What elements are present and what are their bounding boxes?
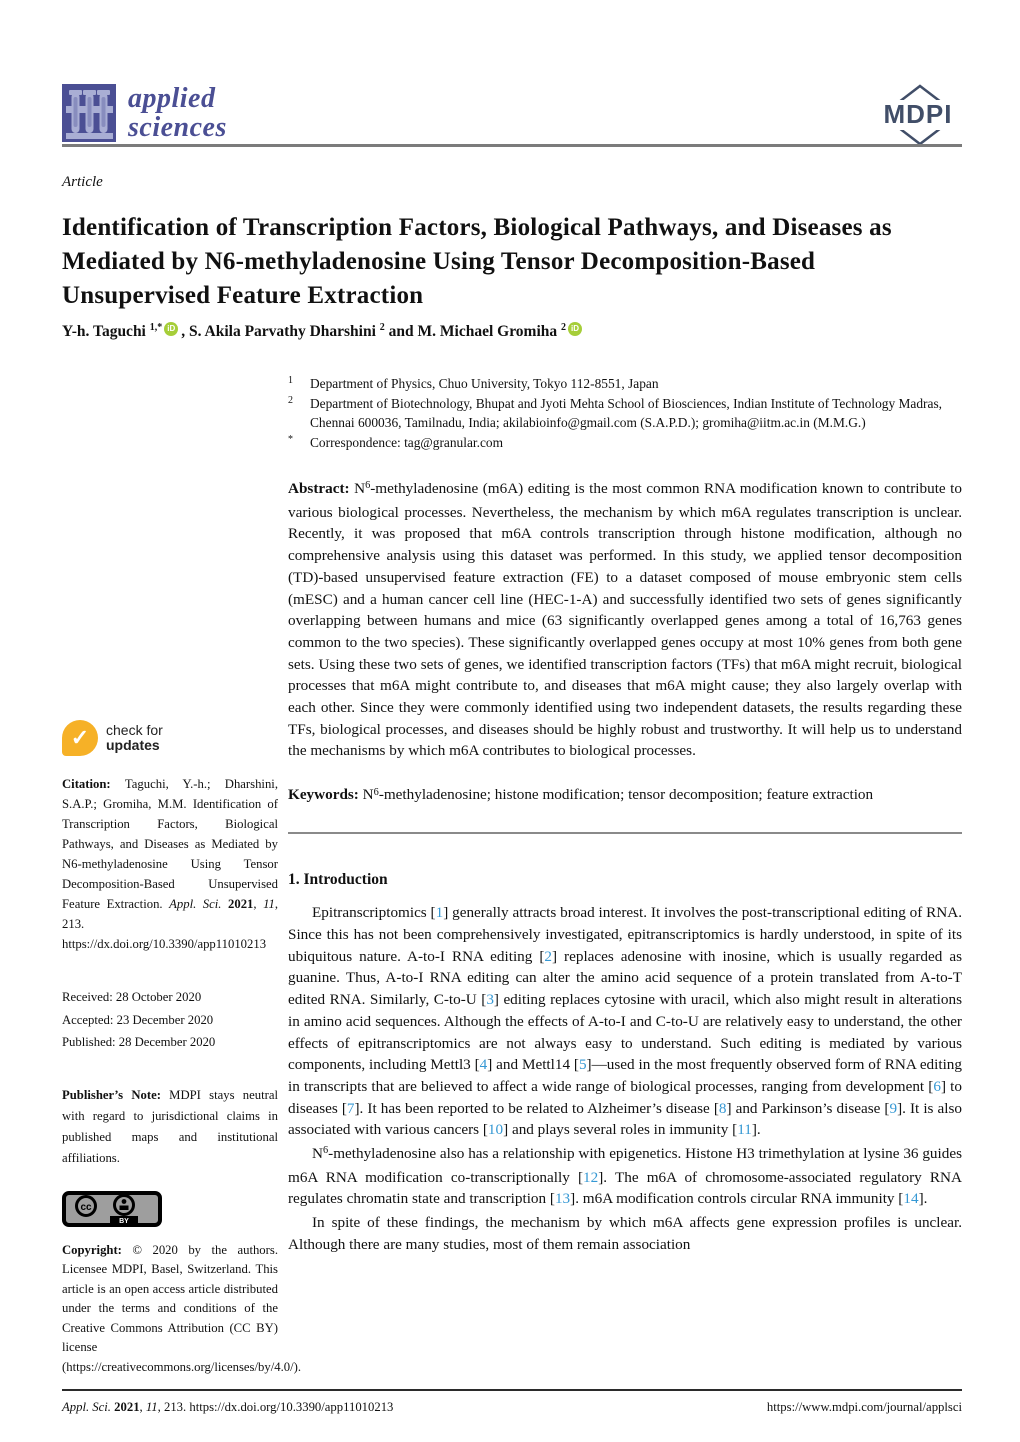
orcid-icon[interactable]: iD (568, 322, 582, 336)
italic-text: 11 (145, 1400, 158, 1414)
bold-text: Copyright: (62, 1242, 133, 1257)
journal-wordmark (128, 84, 227, 142)
citation-ref-link[interactable]: 13 (554, 1190, 571, 1208)
intro-paragraph-1: Epitranscriptomics [1] generally attracts broad interest. It involves the post-transcriptional editing of RNA. Since this has not been comprehensively investigated, epitranscriptomics is hardly understood, in spite of its ubiquitous nature. A-to-I RNA editing [2] replaces adenosine with inosine, which is usually regarded as guanine. Thus, A-to-I RNA editing can alter the amino acid sequence of a protein translated from A-to-T edited RNA. Similarly, C-to-U [3] editing replaces cytosine with uracil, which also might result in alterations in amino acid sequences. Although the effects of A-to-I and C-to-U are relatively easy to understand, the other effects of epitranscriptomics are not always easy to understand. Such editing is mediated by various components, including Mettl3 [4] and Mettl14 [5]—used in the most frequently observed form of RNA editing in transcripts that are believed to affect a wide range of biological processes, ranging from development [6] to diseases [7]. It has been reported to be related to Alzheimer’s disease [8] and Parkinson’s disease [9]. It is also associated with various cancers [10] and plays several roles in immunity [11]. (288, 904, 963, 1139)
page-footer (62, 1400, 962, 1415)
correspondence-text: Correspondence: tag@granular.com (310, 434, 504, 450)
bold-text: Keywords: (288, 786, 363, 804)
page-title: Identification of Transcription Factors, Biological Pathways, and Diseases as Mediated by N6-methyladenosine Using Tensor Decomposition-Based Unsupervised Feature Extraction (62, 213, 892, 309)
authors-line (62, 322, 962, 341)
applied-sciences-logo-icon (62, 84, 116, 142)
history-dates (62, 986, 278, 1054)
accepted-date: Accepted: 23 December 2020 (62, 1012, 214, 1027)
citation-ref-link[interactable]: 4 (479, 1056, 488, 1074)
journal-wordmark-line1: applied (128, 83, 216, 114)
citation-block: Citation: Taguchi, Y.-h.; Dharshini, S.A.P.; Gromiha, M.M. Identification of Transcription Factors, Biological Pathways, and Diseases as Mediated by N6-methyladenosine Using Tensor Decomposition-Based Unsupervised Feature Extraction. Appl. Sci. 2021, 11, 213. https://dx.doi.org/10.3390/app11010213 (62, 777, 278, 951)
orcid-icon[interactable]: iD (164, 322, 178, 336)
intro-paragraph-3: In spite of these findings, the mechanism by which m6A affects gene expression profiles is unclear. Although there are many studies, most of them remain association (288, 1214, 962, 1253)
author-name: Y-h. Taguchi (62, 323, 150, 340)
citation-ref-link[interactable]: 14 (903, 1190, 919, 1208)
italic-text: Appl. Sci. (62, 1400, 115, 1414)
header-divider (62, 144, 962, 147)
bold-text: Abstract: (288, 480, 355, 497)
affiliation-marker: 1 (288, 375, 293, 386)
citation-ref-link[interactable]: 2 (544, 947, 552, 965)
italic-text: 11 (263, 897, 275, 911)
author-affil-sup: 2 (379, 322, 385, 333)
affiliation-row (288, 433, 962, 453)
author-name: and M. Michael Gromiha (384, 323, 562, 340)
left-sidebar (62, 374, 302, 1377)
citation-ref-link[interactable]: 8 (718, 1099, 727, 1117)
person-icon (122, 1199, 127, 1204)
bold-text: 2021 (228, 897, 254, 911)
footer-divider (62, 1389, 962, 1391)
intro-paragraph-2: $N^6$-methyladenosine also has a relationship with epigenetics. Histone H3 trimethylation at lysine 36 guides m6A RNA modification co-transcriptionally [12]. The m6A of chromosome-associated regulatory RNA regulates chromatin state and transcription [13]. m6A modification controls circular RNA immunity [14]. (288, 1145, 962, 1208)
check-label-line2: updates (106, 737, 160, 753)
superscript: 6 (373, 786, 379, 798)
affiliations (288, 374, 962, 452)
footer-citation: Appl. Sci. 2021, 11, 213. https://dx.doi.org/10.3390/app11010213 (62, 1400, 394, 1414)
affiliation-row (288, 394, 962, 433)
citation-ref-link[interactable]: 9 (889, 1099, 898, 1117)
cc-icon: cc (80, 1201, 92, 1213)
citation-ref-link[interactable]: 5 (578, 1056, 587, 1074)
author-affil-sup: 2 (561, 322, 567, 333)
bold-text: Citation: (62, 777, 125, 791)
affiliation-row (288, 374, 962, 394)
received-date: Received: 28 October 2020 (62, 990, 202, 1004)
check-icon: ✓ (62, 720, 98, 756)
footer-journal-url[interactable]: https://www.mdpi.com/journal/applsci (766, 1400, 962, 1414)
citation-ref-link[interactable]: 3 (486, 991, 494, 1009)
main-column (288, 374, 962, 1377)
by-label: BY (119, 1217, 129, 1225)
author-name: , S. Akila Parvathy Dharshini (181, 323, 380, 340)
cc-by-license-badge[interactable] (62, 1191, 162, 1227)
author-affil-sup: 1,* (149, 322, 163, 333)
journal-brand (62, 84, 227, 142)
citation-ref-link[interactable]: 7 (346, 1099, 355, 1117)
superscript: 6 (322, 1145, 329, 1157)
check-label-line1: check for (106, 722, 163, 738)
abstract: Abstract: $N^6$-methyladenosine (m6A) editing is the most common RNA modification known to contribute to various biological processes. Nevertheless, the mechanism by which m6A regulates transcription is unclear. Recently, it was proposed that m6A controls transcription through histone modification, although no comprehensive analysis using this dataset was performed. In this study, we applied tensor decomposition (TD)-based unsupervised feature extraction (FE) to a dataset composed of mouse embryonic stem cells (mESC) and a human cancer cell line (HEC-1-A) and successfully identified two sets of genes significantly overlapping between humans and mice (63 significantly overlapped genes among a total of 16,763 genes common to the two species). These significantly overlapped genes occupy at most 10% genes from both gene sets. Using these two sets of genes, we identified transcription factors (TFs) that m6A might recruit, biological processes that m6A might contribute to, and diseases that m6A might cause; they also largely overlap with each other. Since they were commonly identified using two independent datasets, the results regarding these TFs, biological processes, and diseases should be highly robust and trustworthy. It will help us to understand the mechanisms by which m6A contributes to biological processes. (288, 480, 962, 760)
citation-ref-link[interactable]: 1 (435, 904, 444, 922)
citation-ref-link[interactable]: 10 (487, 1121, 504, 1139)
bold-text: Publisher’s Note: (62, 1087, 170, 1102)
publisher-note: Publisher’s Note: MDPI stays neutral with regard to jurisdictional claims in published maps and institutional affiliations. (62, 1087, 278, 1165)
article-type-label: Article (62, 174, 103, 190)
citation-ref-link[interactable]: 12 (583, 1168, 599, 1186)
bold-text: 2021 (114, 1400, 140, 1414)
affiliation-text: Department of Biotechnology, Bhupat and Jyoti Mehta School of Biosciences, Indian Institute of Technology Madras, Chennai 600036, Tamilnadu, India; akilabioinfo@gmail.com (S.A.P.D.); gromiha@iitm.ac.in (M.M.G.) (310, 395, 943, 430)
citation-ref-link[interactable]: 11 (737, 1121, 752, 1139)
affiliation-marker: 2 (288, 394, 293, 406)
svg-text:MDPI: MDPI (883, 99, 953, 129)
content-columns (62, 374, 962, 1377)
superscript: 6 (365, 480, 371, 492)
section-heading-introduction: 1. Introduction (288, 871, 388, 889)
italic-text: Appl. Sci. (169, 897, 228, 911)
keywords-divider (288, 832, 962, 835)
citation-ref-link[interactable]: 6 (933, 1077, 941, 1095)
published-date: Published: 28 December 2020 (62, 1035, 216, 1049)
correspondence-marker: * (288, 433, 293, 445)
check-for-updates-badge[interactable] (62, 720, 278, 756)
affiliation-text: Department of Physics, Chuo University, Tokyo 112-8551, Japan (310, 376, 659, 391)
check-for-updates-label (106, 723, 163, 753)
journal-header (62, 84, 962, 144)
journal-wordmark-line2: sciences (128, 112, 227, 143)
mdpi-logo (874, 84, 962, 146)
copyright-block: Copyright: © 2020 by the authors. Licensee MDPI, Basel, Switzerland. This article is an open access article distributed under the terms and conditions of the Creative Commons Attribution (CC BY) license (https://creativecommons.org/licenses/by/4.0/). (62, 1242, 302, 1374)
keywords: Keywords: $N^6$-methyladenosine; histone modification; tensor decomposition; feature extraction (288, 786, 874, 804)
